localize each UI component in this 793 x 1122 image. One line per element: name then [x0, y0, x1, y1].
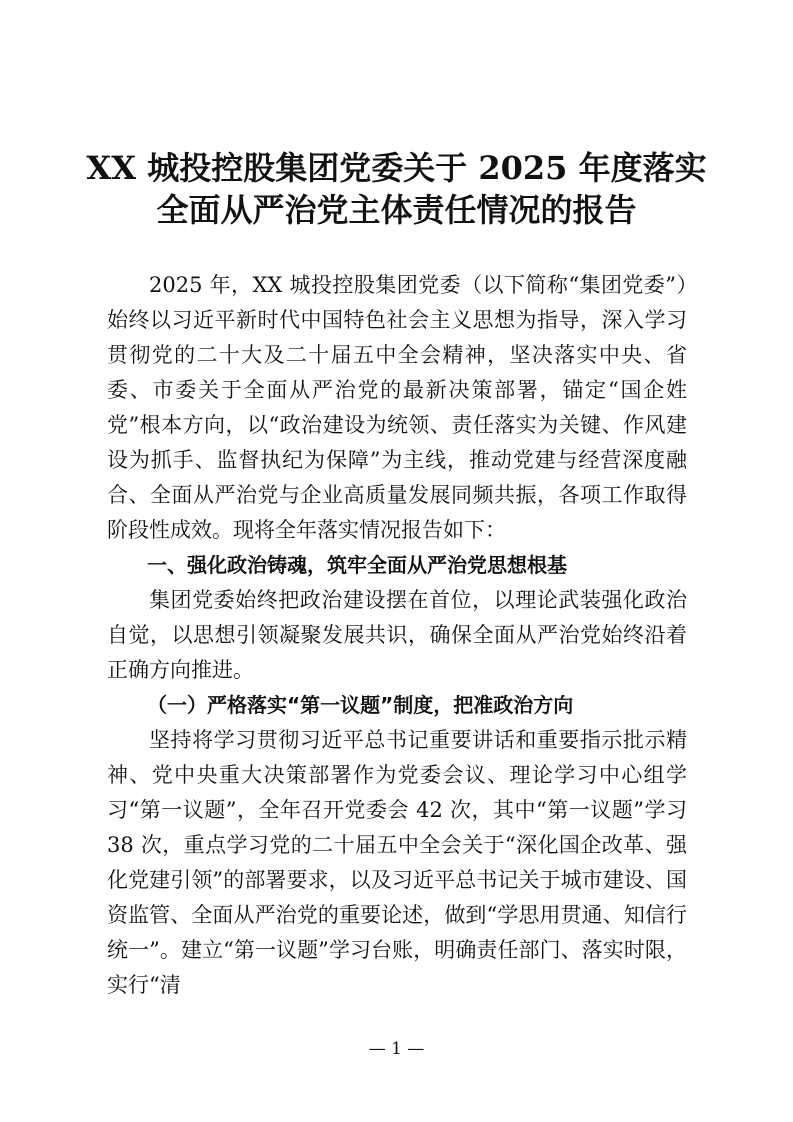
section-1-heading: 一、强化政治铸魂，筑牢全面从严治党思想根基 — [147, 553, 567, 577]
intro-paragraph: 2025 年，XX 城投控股集团党委（以下简称“集团党委”）始终以习近平新时代中国特色社会主义思想为指导，深入学习贯彻党的二十大及二十届五中全会精神，坚决落实中央、省委、市委关于全面从严治党的最新决策部署，锚定“国企姓党”根本方向，以“政治建设为统领、责任落实为关键、作风建设为抓手、监督执纪为保障”为主线，推动党建与经营深度融合、全面从严治党与企业高质量发展同频共振，各项工作取得阶段性成效。现将全年落实情况报告如下： — [107, 273, 687, 542]
subsection-1-heading: （一）严格落实“第一议题”制度，把准政治方向 — [147, 693, 574, 717]
subsection-1-paragraph: 坚持将学习贯彻习近平总书记重要讲话和重要指示批示精神、党中央重大决策部署作为党委会议、理论学习中心组学习“第一议题”，全年召开党委会 42 次，其中“第一议题”学习 38 次，重点学习党的二十届五中全会关于“深化国企改革、强化党建引领”的部署要求，以及习近平总书记关于城市建设、国资监管、全面从严治党的重要论述，做到“学思用贯通、知信行统一”。建立“第一议题”学习台账，明确责任部门、落实时限，实行“清 — [107, 728, 687, 997]
page-number: — 1 — — [368, 1039, 425, 1059]
report-title-line-1: XX 城投控股集团党委关于 2025 年度落实 — [86, 149, 707, 187]
report-title-line-2: 全面从严治党主体责任情况的报告 — [156, 191, 637, 229]
report-body — [107, 268, 687, 1003]
section-1-paragraph: 集团党委始终把政治建设摆在首位，以理论武装强化政治自觉，以思想引领凝聚发展共识，确保全面从严治党始终沿着正确方向推进。 — [107, 588, 687, 682]
